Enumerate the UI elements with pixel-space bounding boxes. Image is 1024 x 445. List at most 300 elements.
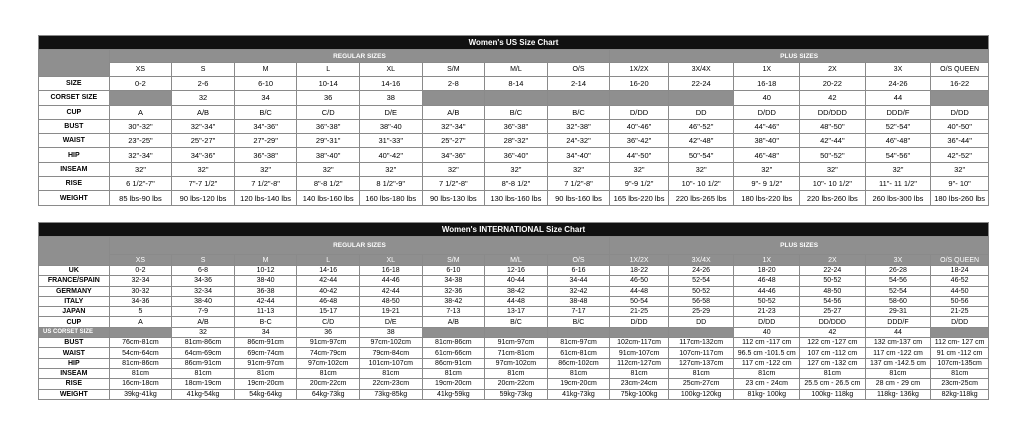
table-cell: 44-48 [610, 286, 669, 296]
table-cell: 7 1/2"-8" [422, 177, 485, 191]
table-cell: DD/DDD [800, 105, 866, 119]
table-cell: DD/DDD [800, 317, 866, 327]
table-cell: 81cm [297, 368, 360, 378]
intl-regular-sizes-header: REGULAR SIZES [109, 237, 610, 255]
intl-size-col-2x: 2X [800, 255, 866, 266]
table-cell: 64cm-69cm [172, 348, 235, 358]
row-label-size: SIZE [39, 77, 110, 91]
table-cell: 81cm [359, 368, 422, 378]
table-cell: 38"-40" [297, 148, 360, 162]
table-cell: 2-6 [172, 77, 235, 91]
table-cell [485, 91, 548, 105]
table-cell: 0-2 [109, 77, 172, 91]
table-cell: 76cm-81cm [109, 338, 172, 348]
table-cell [422, 327, 485, 337]
table-cell: 97cm-102cm [485, 358, 548, 368]
table-cell: 32" [359, 162, 422, 176]
table-cell: 107cm-135cm [931, 358, 989, 368]
table-cell: 16-18 [359, 266, 422, 276]
table-cell: 10"- 10 1/2" [668, 177, 734, 191]
table-cell: 10"- 10 1/2" [800, 177, 866, 191]
table-cell: D/DD [610, 317, 669, 327]
table-cell: 18cm-19cm [172, 379, 235, 389]
table-cell: 71cm-81cm [485, 348, 548, 358]
table-cell: 81cm [422, 368, 485, 378]
table-cell: 54cm-64cm [109, 348, 172, 358]
table-cell: D/E [359, 317, 422, 327]
table-cell: 44-48 [485, 296, 548, 306]
us-size-header-row [39, 63, 989, 77]
intl-size-col-s-m: S/M [422, 255, 485, 266]
table-cell: 32" [547, 162, 610, 176]
table-cell: 7-9 [172, 307, 235, 317]
table-cell [610, 91, 669, 105]
table-cell: 40"-50" [931, 119, 989, 133]
us-size-col-l: L [297, 63, 360, 77]
table-cell: 180 lbs-220 lbs [734, 191, 800, 205]
table-row [39, 358, 989, 368]
table-cell: 21-25 [610, 307, 669, 317]
table-cell: 34"-36" [234, 119, 297, 133]
row-label-hip: HIP [39, 148, 110, 162]
table-cell: 127 cm -132 cm [800, 358, 866, 368]
table-cell: 14-16 [297, 266, 360, 276]
table-cell: 81cm [734, 368, 800, 378]
table-row [39, 307, 989, 317]
table-cell: 42"-44" [800, 134, 866, 148]
table-row [39, 338, 989, 348]
table-cell: 38-42 [422, 296, 485, 306]
table-cell: 6-8 [172, 266, 235, 276]
us-size-col-2x: 2X [800, 63, 866, 77]
table-cell: 42"-48" [668, 134, 734, 148]
table-cell: 24"-32" [547, 134, 610, 148]
table-cell: 34-36 [109, 296, 172, 306]
table-cell: 0-2 [109, 266, 172, 276]
table-cell: 29"-31" [297, 134, 360, 148]
table-cell: 52"-54" [865, 119, 931, 133]
table-cell: 21-25 [931, 307, 989, 317]
intl-size-col-xl: XL [359, 255, 422, 266]
table-cell: 107cm-117cm [668, 348, 734, 358]
table-cell: A [109, 317, 172, 327]
table-cell: 40"-42" [359, 148, 422, 162]
table-cell: DDD/F [865, 105, 931, 119]
row-label-uk: UK [39, 266, 110, 276]
table-cell: 19cm-20cm [547, 379, 610, 389]
table-cell: 38-40 [172, 296, 235, 306]
table-row [39, 276, 989, 286]
table-cell: 50-52 [668, 286, 734, 296]
us-header-corner [39, 50, 110, 77]
table-cell: 32" [865, 162, 931, 176]
table-cell: 81cm [865, 368, 931, 378]
table-cell: 46"-48" [865, 134, 931, 148]
table-cell: 42-44 [297, 276, 360, 286]
table-cell: A/B [422, 317, 485, 327]
table-cell: 36"-40" [485, 148, 548, 162]
row-label-rise: RISE [39, 379, 110, 389]
table-cell: 6-16 [547, 266, 610, 276]
table-cell: 42"-52" [931, 148, 989, 162]
table-cell: 22-24 [800, 266, 866, 276]
table-cell: 91cm-107cm [610, 348, 669, 358]
table-cell: 32-36 [422, 286, 485, 296]
table-cell: 56-58 [668, 296, 734, 306]
table-cell: 34"-40" [547, 148, 610, 162]
table-cell: 32" [422, 162, 485, 176]
table-cell: 85 lbs-90 lbs [109, 191, 172, 205]
table-cell: 59kg-73kg [485, 389, 548, 399]
table-cell: 18-22 [610, 266, 669, 276]
table-cell: 34 [234, 327, 297, 337]
table-cell: 19-21 [359, 307, 422, 317]
table-cell: 36"-44" [931, 134, 989, 148]
table-cell: 40-44 [485, 276, 548, 286]
table-cell: 7-13 [422, 307, 485, 317]
table-cell: 44 [865, 91, 931, 105]
table-cell: 127cm-137cm [668, 358, 734, 368]
intl-size-col-m-l: M/L [485, 255, 548, 266]
table-cell: 81cm [547, 368, 610, 378]
table-cell: 32 [172, 91, 235, 105]
intl-size-col-1x: 1X [734, 255, 800, 266]
table-row [39, 327, 989, 337]
table-cell: 44"-46" [734, 119, 800, 133]
table-cell: 16cm-18cm [109, 379, 172, 389]
table-cell: 18-20 [734, 266, 800, 276]
table-cell: 2-14 [547, 77, 610, 91]
table-row [39, 191, 989, 205]
intl-size-col-3x: 3X [865, 255, 931, 266]
table-cell: D/DD [734, 105, 800, 119]
table-cell [422, 91, 485, 105]
table-cell: B/C [547, 105, 610, 119]
table-cell: 117 cm -122 cm [734, 358, 800, 368]
table-cell: 27"-29" [234, 134, 297, 148]
table-cell: 102cm-117cm [610, 338, 669, 348]
table-cell: 23cm-25cm [931, 379, 989, 389]
row-label-bust: BUST [39, 338, 110, 348]
table-cell: 86cm-91cm [172, 358, 235, 368]
table-cell: 25"-27" [422, 134, 485, 148]
table-row [39, 286, 989, 296]
table-cell: 117cm-132cm [668, 338, 734, 348]
table-cell: 36 [297, 327, 360, 337]
row-label-waist: WAIST [39, 134, 110, 148]
row-label-bust: BUST [39, 119, 110, 133]
table-cell: 38 [359, 91, 422, 105]
row-label-inseam: INSEAM [39, 162, 110, 176]
table-cell: 32" [668, 162, 734, 176]
row-label-cup: CUP [39, 317, 110, 327]
table-cell: 118kg- 136kg [865, 389, 931, 399]
us-size-col-1x: 1X [734, 63, 800, 77]
table-cell: 38-48 [547, 296, 610, 306]
table-cell: 100kg- 118kg [800, 389, 866, 399]
table-cell: 86cm-102cm [547, 358, 610, 368]
table-cell: 36"-38" [297, 119, 360, 133]
table-cell: 69cm-74cm [234, 348, 297, 358]
table-cell: 44 [865, 327, 931, 337]
table-cell: 36-38 [234, 286, 297, 296]
table-cell: 48-50 [800, 286, 866, 296]
table-row [39, 266, 989, 276]
row-label-france-spain: FRANCE/SPAIN [39, 276, 110, 286]
us-chart-title: Women's US Size Chart [39, 36, 989, 50]
table-cell: 46"-48" [734, 148, 800, 162]
table-cell: D/E [359, 105, 422, 119]
table-cell: 81cm-86cm [109, 358, 172, 368]
table-row [39, 379, 989, 389]
table-cell: 20cm-22cm [485, 379, 548, 389]
table-cell: A/B [422, 105, 485, 119]
table-cell: B/C [547, 317, 610, 327]
table-cell: 79cm-84cm [359, 348, 422, 358]
row-label-weight: WEIGHT [39, 389, 110, 399]
table-cell: 46-50 [610, 276, 669, 286]
table-cell: 6-10 [422, 266, 485, 276]
table-cell: 24-26 [668, 266, 734, 276]
table-cell: 81cm [109, 368, 172, 378]
table-cell: 44"-50" [610, 148, 669, 162]
table-cell: 48-50 [359, 296, 422, 306]
table-cell: 32" [734, 162, 800, 176]
table-cell: 48"-50" [800, 119, 866, 133]
intl-size-col-os-queen: O/S QUEEN [931, 255, 989, 266]
table-cell: 21-23 [734, 307, 800, 317]
table-row [39, 134, 989, 148]
table-cell: 11"- 11 1/2" [865, 177, 931, 191]
table-cell: 5 [109, 307, 172, 317]
us-size-chart [38, 35, 989, 206]
table-cell: 9"-9 1/2" [610, 177, 669, 191]
table-cell: 24-26 [865, 77, 931, 91]
table-cell: A/B [172, 105, 235, 119]
table-cell: 50-54 [610, 296, 669, 306]
table-cell: 90 lbs-130 lbs [422, 191, 485, 205]
table-cell: 117 cm -122 cm [865, 348, 931, 358]
table-cell: DD [668, 317, 734, 327]
table-cell: 54kg-64kg [234, 389, 297, 399]
table-cell: D/DD [734, 317, 800, 327]
table-cell: 81cm-86cm [422, 338, 485, 348]
us-size-col-3x: 3X [865, 63, 931, 77]
table-cell: 82kg-118kg [931, 389, 989, 399]
table-cell: 112cm-127cm [610, 358, 669, 368]
table-cell: 180 lbs-260 lbs [931, 191, 989, 205]
table-cell: 96.5 cm -101.5 cm [734, 348, 800, 358]
table-cell: 7 1/2"-8" [234, 177, 297, 191]
table-row [39, 77, 989, 91]
table-cell: 64kg-73kg [297, 389, 360, 399]
row-label-weight: WEIGHT [39, 191, 110, 205]
table-row [39, 177, 989, 191]
table-cell: 6 1/2"-7" [109, 177, 172, 191]
table-cell: 46-48 [734, 276, 800, 286]
table-cell: 10-12 [234, 266, 297, 276]
table-cell: 54-56 [865, 276, 931, 286]
table-cell: 160 lbs-180 lbs [359, 191, 422, 205]
table-cell: 38-42 [485, 286, 548, 296]
us-size-col-s-m: S/M [422, 63, 485, 77]
international-size-table [38, 222, 989, 400]
table-cell: 42-44 [234, 296, 297, 306]
table-cell: 25cm-27cm [668, 379, 734, 389]
table-cell: 50"-52" [800, 148, 866, 162]
row-label-rise: RISE [39, 177, 110, 191]
table-cell: 25.5 cm - 26.5 cm [800, 379, 866, 389]
table-cell: 25-27 [800, 307, 866, 317]
intl-chart-title: Women's INTERNATIONAL Size Chart [39, 223, 989, 237]
table-cell: 16-18 [734, 77, 800, 91]
table-cell: 8-14 [485, 77, 548, 91]
table-cell: 54-56 [800, 296, 866, 306]
table-cell: 112 cm -117 cm [734, 338, 800, 348]
table-cell: 30-32 [109, 286, 172, 296]
table-cell: 39kg-41kg [109, 389, 172, 399]
table-cell: 81kg- 100kg [734, 389, 800, 399]
table-cell: 26-28 [865, 266, 931, 276]
intl-header-corner [39, 237, 110, 266]
table-cell: 40"-46" [610, 119, 669, 133]
table-cell: 81cm [172, 368, 235, 378]
table-cell: 52-54 [865, 286, 931, 296]
table-cell: 32" [109, 162, 172, 176]
table-cell: 81cm-86cm [172, 338, 235, 348]
table-cell [610, 327, 669, 337]
table-cell: 7 1/2"-8" [547, 177, 610, 191]
row-label-corset-size: CORSET SIZE [39, 91, 110, 105]
table-cell: 15-17 [297, 307, 360, 317]
table-cell [109, 91, 172, 105]
table-cell [931, 327, 989, 337]
table-cell: 20-22 [800, 77, 866, 91]
table-cell: 46-48 [297, 296, 360, 306]
table-cell: 25-29 [668, 307, 734, 317]
intl-size-header-row [39, 255, 989, 266]
table-cell: 36"-42" [610, 134, 669, 148]
table-cell: 34-44 [547, 276, 610, 286]
table-cell: 32-42 [547, 286, 610, 296]
table-cell: 42 [800, 91, 866, 105]
table-cell: 36"-38" [234, 148, 297, 162]
table-cell: 28"-32" [485, 134, 548, 148]
us-size-col-3x-4x: 3X/4X [668, 63, 734, 77]
us-size-col-xs: XS [109, 63, 172, 77]
table-cell: 31"-33" [359, 134, 422, 148]
table-cell: 28 cm - 29 cm [865, 379, 931, 389]
row-label-cup: CUP [39, 105, 110, 119]
table-cell: 107 cm -112 cm [800, 348, 866, 358]
table-cell: 220 lbs-265 lbs [668, 191, 734, 205]
row-label-waist: WAIST [39, 348, 110, 358]
table-cell: C/D [297, 317, 360, 327]
us-size-col-1x-2x: 1X/2X [610, 63, 669, 77]
table-cell: 32" [800, 162, 866, 176]
table-cell [547, 91, 610, 105]
table-cell: 220 lbs-260 lbs [800, 191, 866, 205]
table-cell: 11-13 [234, 307, 297, 317]
row-label-us-corset-size: US CORSET SIZE [39, 327, 110, 337]
table-cell: 97cm-102cm [297, 358, 360, 368]
us-size-col-xl: XL [359, 63, 422, 77]
table-row [39, 148, 989, 162]
table-row [39, 389, 989, 399]
table-cell: 23cm-24cm [610, 379, 669, 389]
table-cell: 44-46 [734, 286, 800, 296]
table-cell: 140 lbs-160 lbs [297, 191, 360, 205]
intl-size-col-o-s: O/S [547, 255, 610, 266]
table-cell: 16-22 [931, 77, 989, 91]
table-cell: 91cm-97cm [297, 338, 360, 348]
table-cell: 50"-54" [668, 148, 734, 162]
table-cell: 30"-32" [109, 119, 172, 133]
table-row [39, 105, 989, 119]
table-cell: 32"-34" [422, 119, 485, 133]
table-row [39, 348, 989, 358]
intl-size-col-xs: XS [109, 255, 172, 266]
table-cell: 22-24 [668, 77, 734, 91]
table-cell: 36"-38" [485, 119, 548, 133]
table-cell [668, 327, 734, 337]
table-cell: 58-60 [865, 296, 931, 306]
table-cell: 14-16 [359, 77, 422, 91]
table-cell: 12-16 [485, 266, 548, 276]
table-cell [931, 91, 989, 105]
table-cell: 74cm-79cm [297, 348, 360, 358]
table-cell: 75kg-100kg [610, 389, 669, 399]
table-cell: DDD/F [865, 317, 931, 327]
table-cell: 32"-38" [547, 119, 610, 133]
table-cell: 90 lbs-120 lbs [172, 191, 235, 205]
table-cell: 81cm [485, 368, 548, 378]
us-size-col-s: S [172, 63, 235, 77]
table-cell: B/C [485, 317, 548, 327]
table-cell: 100kg-120kg [668, 389, 734, 399]
table-cell: DD [668, 105, 734, 119]
table-cell: 19cm-20cm [234, 379, 297, 389]
intl-size-col-l: L [297, 255, 360, 266]
table-cell: B/C [234, 105, 297, 119]
table-cell: 22cm-23cm [359, 379, 422, 389]
table-cell: D/DD [610, 105, 669, 119]
table-cell: B/C [485, 105, 548, 119]
table-cell: 86cm-91cm [234, 338, 297, 348]
table-row [39, 317, 989, 327]
table-cell: 2-8 [422, 77, 485, 91]
us-size-col-m: M [234, 63, 297, 77]
table-cell: 52-54 [668, 276, 734, 286]
table-cell: 32" [234, 162, 297, 176]
table-cell: 32" [931, 162, 989, 176]
table-cell: 29-31 [865, 307, 931, 317]
table-cell: 34-36 [172, 276, 235, 286]
table-cell: 34"-36" [422, 148, 485, 162]
table-cell: 10-14 [297, 77, 360, 91]
table-cell: 42-44 [359, 286, 422, 296]
table-cell: 32"-34" [172, 119, 235, 133]
table-cell: 8 1/2"-9" [359, 177, 422, 191]
table-cell: 81cm [668, 368, 734, 378]
table-cell: 112 cm- 127 cm [931, 338, 989, 348]
table-cell: 41kg-59kg [422, 389, 485, 399]
table-cell: 90 lbs-160 lbs [547, 191, 610, 205]
table-cell: 16-20 [610, 77, 669, 91]
table-cell: 130 lbs-160 lbs [485, 191, 548, 205]
table-cell [668, 91, 734, 105]
table-cell: 81cm-97cm [547, 338, 610, 348]
